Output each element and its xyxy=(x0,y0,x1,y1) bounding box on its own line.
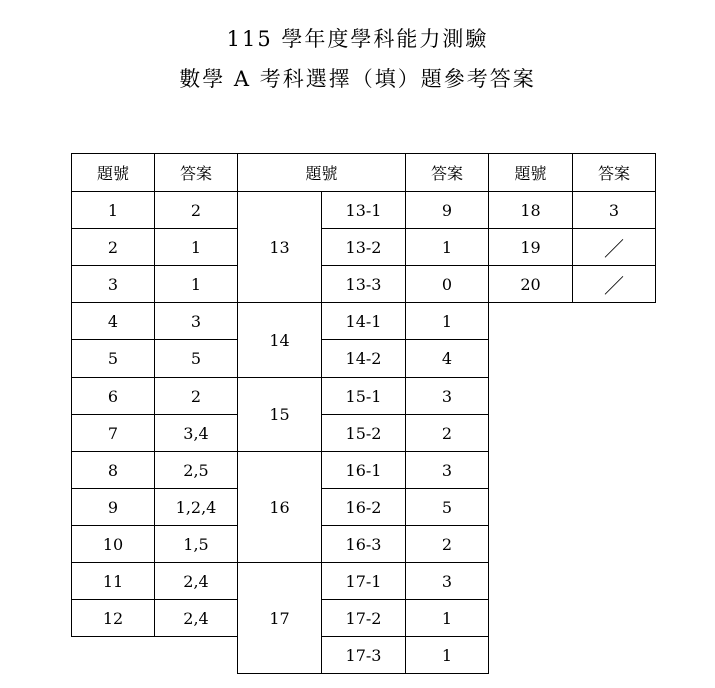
sub-question-cell xyxy=(321,599,406,637)
answer-cell xyxy=(405,525,489,563)
question-number-cell xyxy=(71,599,155,637)
header-answer-3 xyxy=(572,153,656,192)
question-number-cell-text: 7 xyxy=(107,423,119,443)
answer-cell-text: 5 xyxy=(190,349,202,368)
header-question-3-text: 題號 xyxy=(514,164,547,183)
header-answer-1-text: 答案 xyxy=(179,164,212,183)
answer-cell xyxy=(405,414,489,452)
answer-cell xyxy=(154,488,238,526)
answer-cell-text: 3 xyxy=(441,571,453,591)
question-number-cell xyxy=(71,451,155,489)
sub-question-cell xyxy=(321,525,406,563)
answer-cell-text: ／ xyxy=(604,273,624,298)
answer-cell xyxy=(405,562,489,600)
answer-cell xyxy=(405,451,489,489)
sub-question-cell-text: 14-2 xyxy=(345,349,382,368)
answer-cell-text: 3 xyxy=(608,200,620,220)
sub-question-cell xyxy=(321,414,406,452)
question-number-cell-text: 18 xyxy=(520,200,541,220)
answer-cell-text: 2,4 xyxy=(183,608,209,628)
sub-question-cell-text: 15-2 xyxy=(345,423,382,443)
answer-cell-text: 3 xyxy=(441,386,453,406)
question-number-cell-text: 2 xyxy=(107,237,119,257)
answer-cell xyxy=(405,191,489,229)
answer-cell-text: 2 xyxy=(190,386,202,406)
question-number-cell-text: 5 xyxy=(107,349,119,368)
question-group-cell-text: 16 xyxy=(269,497,290,517)
answer-cell-text: ／ xyxy=(604,236,624,261)
question-number-cell xyxy=(71,562,155,600)
answer-cell xyxy=(154,265,238,303)
answer-cell xyxy=(405,636,489,674)
sub-question-cell xyxy=(321,339,406,378)
question-number-cell xyxy=(71,377,155,415)
answer-cell xyxy=(154,451,238,489)
answer-cell xyxy=(154,562,238,600)
header-answer-2-text: 答案 xyxy=(430,164,463,183)
answer-cell xyxy=(154,191,238,229)
answer-cell-text: 0 xyxy=(441,274,453,294)
question-group-cell xyxy=(237,191,322,303)
answer-cell xyxy=(154,228,238,266)
answer-cell xyxy=(572,191,656,229)
question-number-cell-text: 19 xyxy=(520,237,541,257)
sub-question-cell xyxy=(321,562,406,600)
question-group-cell xyxy=(237,302,322,378)
answer-cell xyxy=(154,414,238,452)
question-number-cell-text: 8 xyxy=(107,460,119,480)
answer-cell xyxy=(572,265,656,303)
header-question-2-text: 題號 xyxy=(305,164,338,183)
answer-cell-text: 1 xyxy=(441,311,453,331)
sub-question-cell xyxy=(321,191,406,229)
question-number-cell xyxy=(71,525,155,563)
sub-question-cell-text: 16-3 xyxy=(345,534,382,554)
sub-question-cell-text: 17-1 xyxy=(345,571,382,591)
answer-cell xyxy=(405,302,489,340)
answer-cell-text: 2,5 xyxy=(183,460,209,480)
answer-cell-text: 1 xyxy=(190,237,202,257)
question-group-cell xyxy=(237,377,322,452)
question-number-cell xyxy=(488,228,573,266)
question-group-cell-text: 14 xyxy=(269,330,290,350)
answer-cell xyxy=(405,599,489,637)
answer-cell-text: 1 xyxy=(441,645,453,665)
answer-cell-text: 3 xyxy=(441,460,453,480)
question-number-cell xyxy=(71,488,155,526)
sub-question-cell-text: 13-2 xyxy=(345,237,382,257)
answer-cell xyxy=(572,228,656,266)
sub-question-cell xyxy=(321,377,406,415)
header-question-2 xyxy=(237,153,406,192)
answer-cell-text: 9 xyxy=(441,200,453,220)
sub-question-cell-text: 15-1 xyxy=(345,386,382,406)
answer-cell-text: 1 xyxy=(441,237,453,257)
answer-cell xyxy=(154,525,238,563)
header-question-1-text: 題號 xyxy=(96,164,129,183)
answer-cell xyxy=(154,302,238,340)
answer-cell-text: 2 xyxy=(190,200,202,220)
answer-cell xyxy=(405,339,489,378)
question-number-cell-text: 20 xyxy=(520,274,541,294)
question-number-cell-text: 1 xyxy=(107,200,119,220)
question-number-cell-text: 12 xyxy=(102,608,124,628)
question-number-cell xyxy=(488,265,573,303)
answer-cell xyxy=(154,599,238,637)
sub-question-cell xyxy=(321,302,406,340)
question-number-cell xyxy=(71,265,155,303)
question-group-cell-text: 13 xyxy=(269,237,290,257)
answer-cell-text: 4 xyxy=(441,349,453,368)
sub-question-cell-text: 16-2 xyxy=(345,497,382,517)
sub-question-cell-text: 13-3 xyxy=(345,274,382,294)
sub-question-cell xyxy=(321,451,406,489)
question-group-cell-text: 17 xyxy=(269,608,290,628)
header-answer-2 xyxy=(405,153,489,192)
sub-question-cell xyxy=(321,488,406,526)
header-question-3 xyxy=(488,153,573,192)
header-answer-1 xyxy=(154,153,238,192)
answer-cell-text: 2 xyxy=(441,534,453,554)
sub-question-cell-text: 17-2 xyxy=(345,608,382,628)
question-number-cell xyxy=(71,302,155,340)
answer-cell-text: 1 xyxy=(441,608,453,628)
answer-cell-text: 3,4 xyxy=(183,423,209,443)
answer-cell-text: 2 xyxy=(441,423,453,443)
answer-cell-text: 1,5 xyxy=(183,534,209,554)
page-subtitle: 數學 A 考科選擇（填）題參考答案 xyxy=(179,67,536,91)
question-number-cell-text: 3 xyxy=(107,274,119,294)
question-number-cell xyxy=(71,414,155,452)
question-group-cell-text: 15 xyxy=(269,405,290,424)
question-group-cell xyxy=(237,562,322,674)
answer-cell-text: 5 xyxy=(441,497,453,517)
answer-cell xyxy=(154,377,238,415)
question-number-cell xyxy=(71,339,155,378)
answer-cell-text: 1 xyxy=(190,274,202,294)
answer-cell xyxy=(405,228,489,266)
answer-cell-text: 1,2,4 xyxy=(175,497,217,517)
question-number-cell-text: 6 xyxy=(107,386,119,406)
answer-cell xyxy=(405,488,489,526)
question-number-cell xyxy=(71,191,155,229)
sub-question-cell xyxy=(321,228,406,266)
sub-question-cell-text: 17-3 xyxy=(345,645,382,665)
answer-cell xyxy=(405,265,489,303)
question-number-cell xyxy=(71,228,155,266)
sub-question-cell-text: 14-1 xyxy=(345,311,382,331)
question-number-cell-text: 11 xyxy=(102,571,124,591)
question-number-cell-text: 9 xyxy=(107,497,119,517)
question-number-cell-text: 4 xyxy=(107,311,119,331)
header-question-1 xyxy=(71,153,155,192)
question-group-cell xyxy=(237,451,322,563)
sub-question-cell xyxy=(321,636,406,674)
header-answer-3-text: 答案 xyxy=(597,164,630,183)
sub-question-cell-text: 13-1 xyxy=(345,200,382,220)
answer-cell-text: 3 xyxy=(190,311,202,331)
sub-question-cell xyxy=(321,265,406,303)
answer-cell-text: 2,4 xyxy=(183,571,209,591)
page-title: 115 學年度學科能力測驗 xyxy=(226,27,489,51)
sub-question-cell-text: 16-1 xyxy=(345,460,382,480)
question-number-cell-text: 10 xyxy=(102,534,124,554)
question-number-cell xyxy=(488,191,573,229)
answer-cell xyxy=(154,339,238,378)
answer-cell xyxy=(405,377,489,415)
